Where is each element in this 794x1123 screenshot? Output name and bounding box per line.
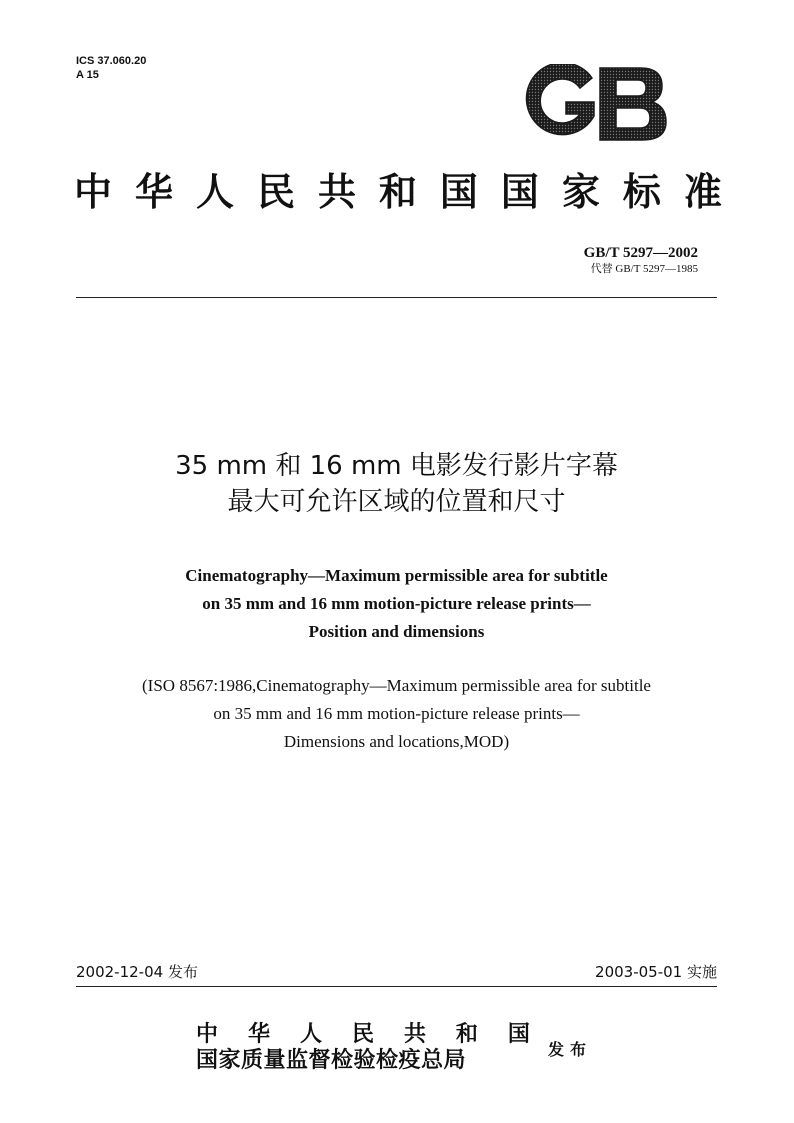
country-title-char: 民 bbox=[256, 170, 295, 214]
publisher-line1-char: 人 bbox=[299, 1022, 322, 1047]
gb-logo bbox=[522, 64, 668, 144]
chinese-title-line1: 35 mm 和 16 mm 电影发行影片字幕 bbox=[175, 451, 618, 481]
publisher-names bbox=[196, 1022, 530, 1074]
iso-reference bbox=[76, 672, 717, 756]
category-code: A 15 bbox=[76, 69, 99, 81]
publisher-line1-char: 华 bbox=[247, 1022, 270, 1047]
footer-divider bbox=[76, 986, 717, 987]
country-title-char: 标 bbox=[622, 170, 661, 214]
country-title-char: 中 bbox=[74, 170, 113, 214]
publisher-line2: 国家质量监督检验检疫总局 bbox=[196, 1048, 467, 1073]
issue-date: 2002-12-04 发布 bbox=[76, 963, 198, 981]
classification-codes bbox=[76, 54, 146, 82]
replaces-standard: 代替 GB/T 5297—1985 bbox=[590, 263, 698, 275]
country-title-char: 国 bbox=[500, 170, 539, 214]
iso-reference-line1: (ISO 8567:1986,Cinematography—Maximum permissible area for subtitle bbox=[142, 676, 651, 695]
country-title-char: 家 bbox=[561, 170, 600, 214]
country-standard-title bbox=[74, 168, 722, 216]
publisher-block bbox=[196, 1022, 592, 1074]
standard-number-block bbox=[584, 244, 698, 276]
country-title-char: 国 bbox=[439, 170, 478, 214]
publisher-issue-label: 发布 bbox=[548, 1039, 593, 1059]
publisher-line1-char: 国 bbox=[507, 1022, 530, 1047]
chinese-title-line2: 最大可允许区域的位置和尺寸 bbox=[227, 487, 566, 517]
effective-date: 2003-05-01 实施 bbox=[595, 963, 717, 981]
chinese-title bbox=[76, 448, 717, 520]
standard-number: GB/T 5297—2002 bbox=[583, 245, 698, 261]
country-title-char: 准 bbox=[683, 170, 722, 214]
header-divider bbox=[76, 297, 717, 298]
logo-text: GB bbox=[522, 64, 524, 65]
country-title-char: 华 bbox=[134, 170, 173, 214]
country-title-char: 共 bbox=[317, 170, 356, 214]
english-title-line1: Cinematography—Maximum permissible area for subtitle bbox=[185, 566, 608, 585]
publisher-line1-char: 和 bbox=[455, 1022, 478, 1047]
country-title-char: 人 bbox=[195, 170, 234, 214]
english-title-line3: Position and dimensions bbox=[308, 622, 485, 641]
dates-row bbox=[76, 962, 717, 982]
publisher-line1-char: 共 bbox=[403, 1022, 426, 1047]
english-title-line2: on 35 mm and 16 mm motion-picture release prints— bbox=[202, 594, 591, 613]
publisher-line1-char: 民 bbox=[351, 1022, 374, 1047]
publisher-line1-char: 中 bbox=[196, 1022, 219, 1047]
country-title-char: 和 bbox=[378, 170, 417, 214]
iso-reference-line3: Dimensions and locations,MOD) bbox=[283, 732, 510, 751]
iso-reference-line2: on 35 mm and 16 mm motion-picture release prints— bbox=[213, 704, 580, 723]
english-title bbox=[76, 562, 717, 646]
publisher-line1 bbox=[196, 1022, 530, 1048]
ics-code: ICS 37.060.20 bbox=[76, 55, 147, 67]
